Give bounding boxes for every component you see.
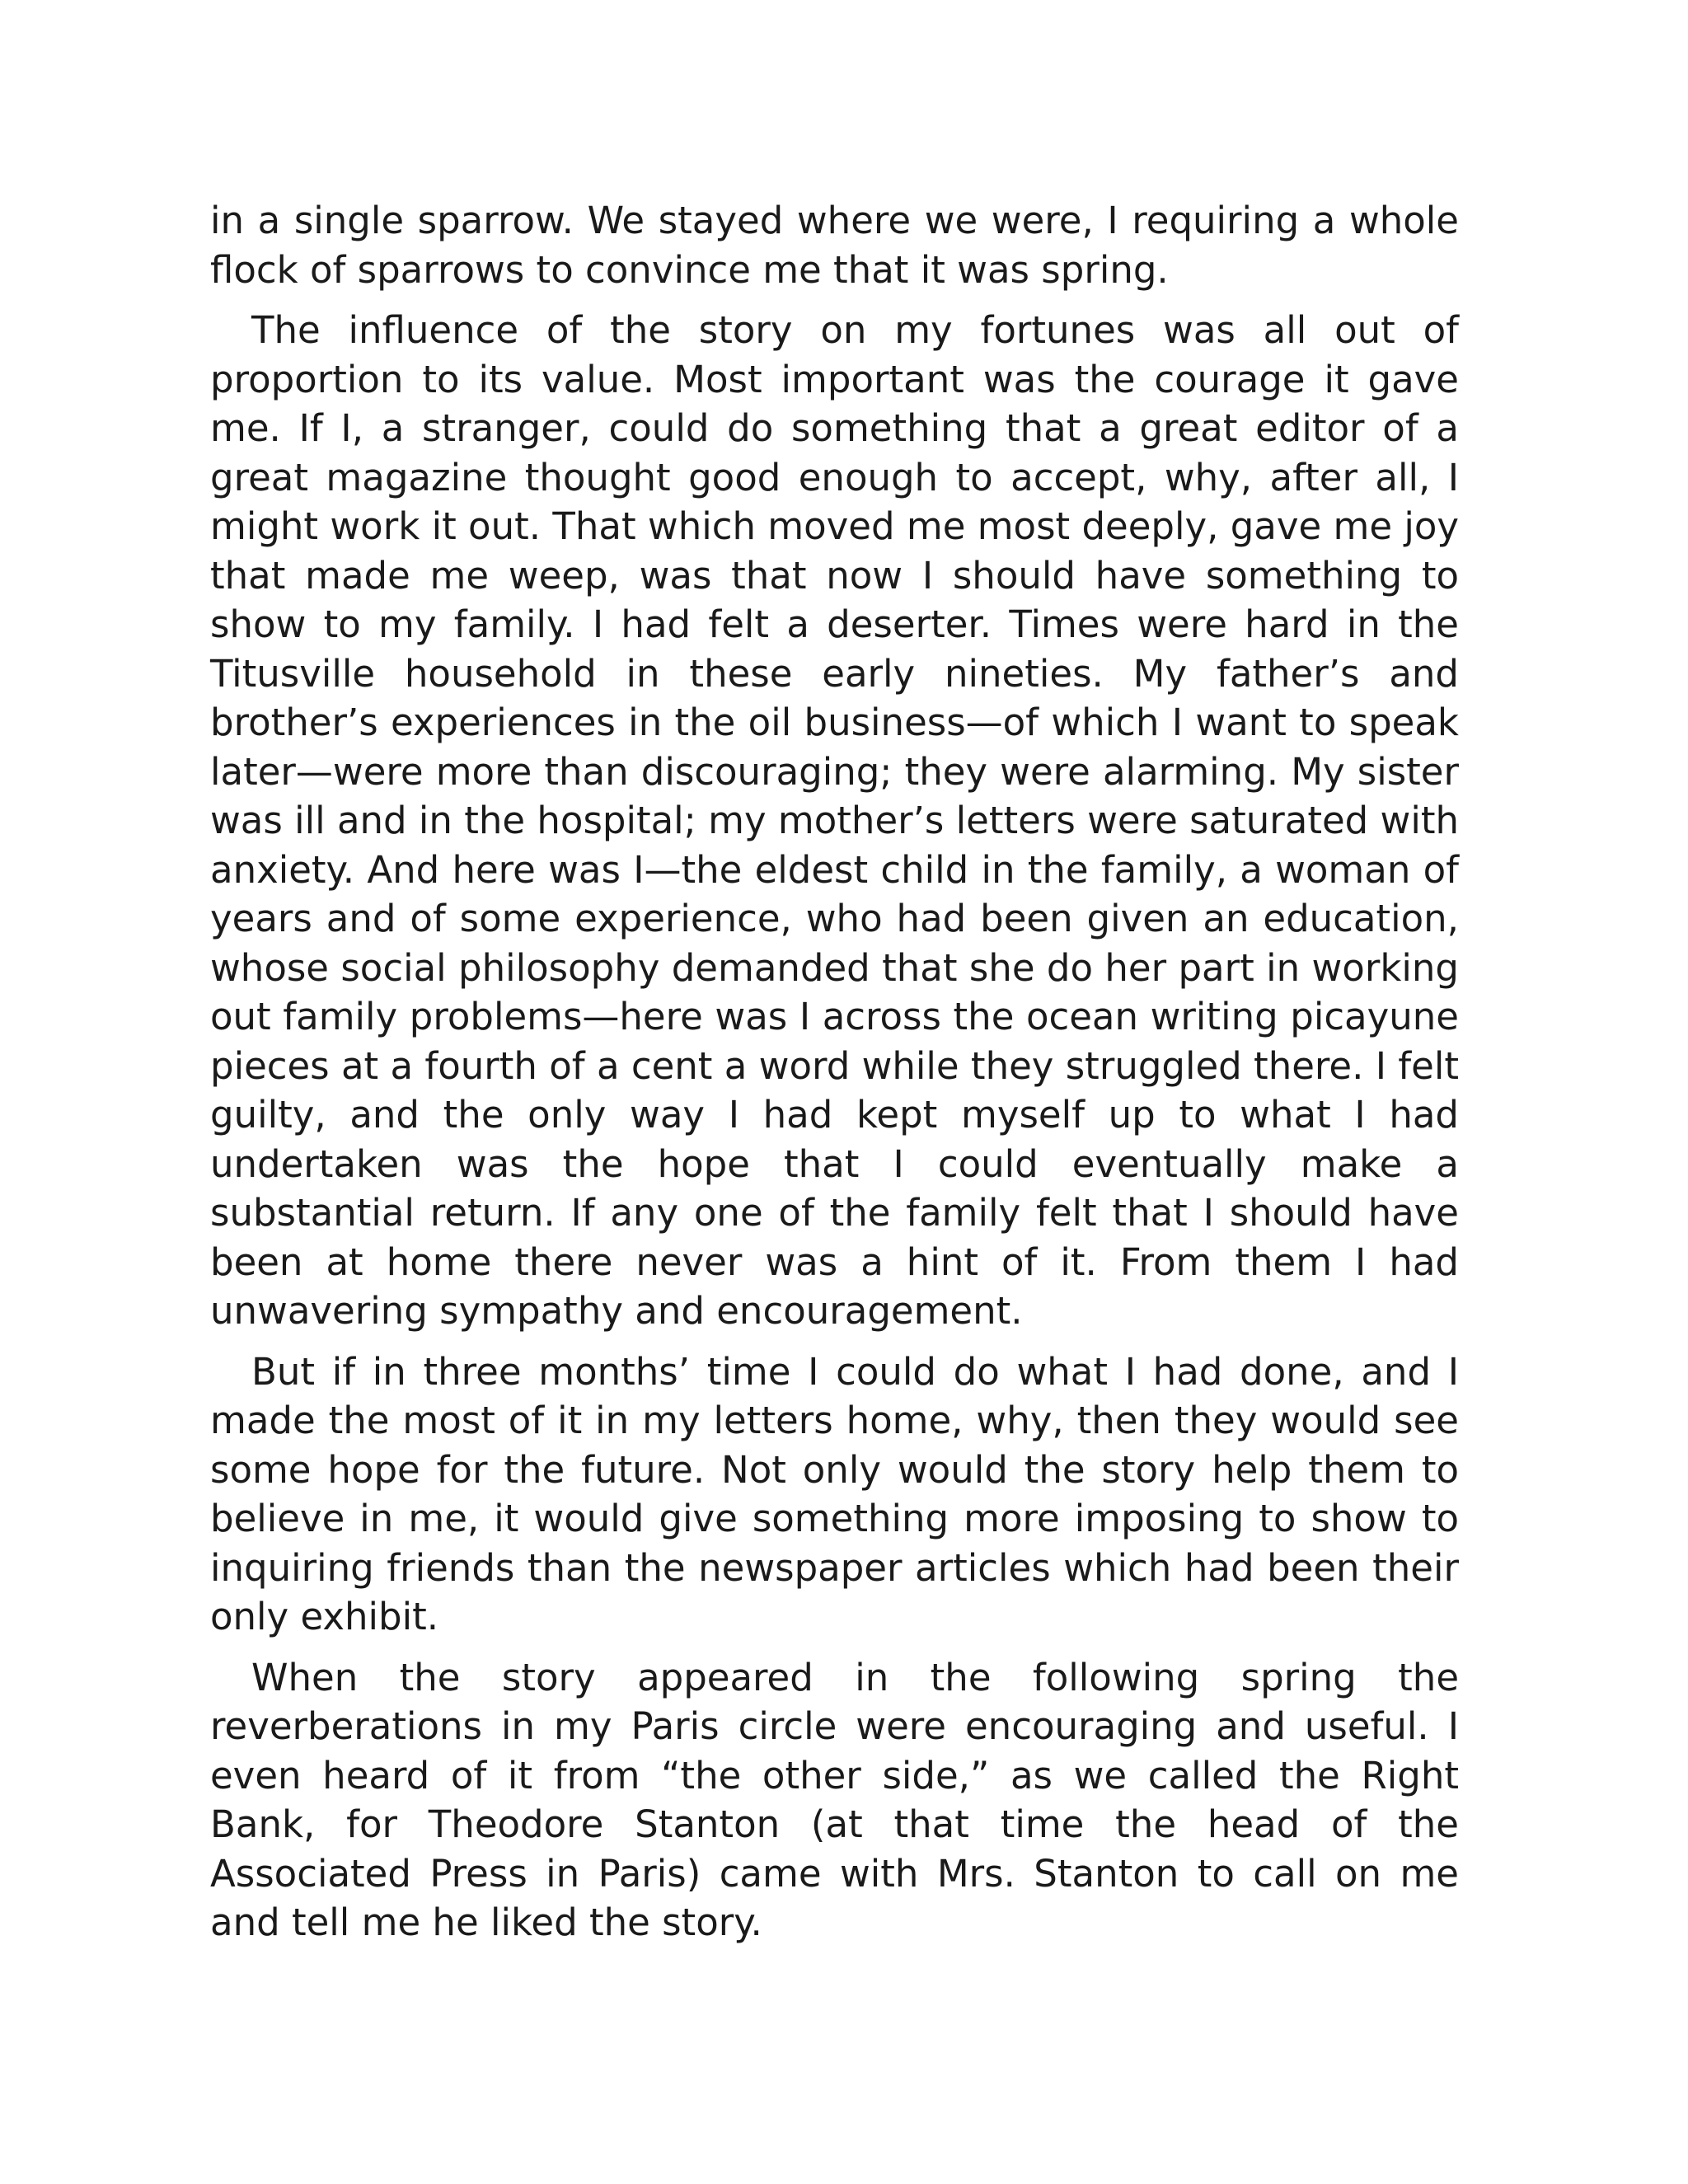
paragraph-2: The influence of the story on my fortunes was all out of proportion to its value. Most important was the courage it gave me. If I, a stranger, could do something that a great editor of a great magazine thought good enough to accept, why, after all, I might work it out. That which moved me most deeply, gave me joy that made me weep, was that now I should have something to show to my family. I had felt a deserter. Times were hard in the Titusville household in these early nineties. My father’s and brother’s experiences in the oil business—of which I want to speak later—were more than discouraging; they were alarming. My sister was ill and in the hospital; my mother’s letters were saturated with anxiety. And here was I—the eldest child in the family, a woman of years and of some experience, who had been given an education, whose social philosophy demanded that she do her part in working out family problems—here was I across the ocean writing picayune pieces at a fourth of a cent a word while they struggled there. I felt guilty, and the only way I had kept myself up to what I had undertaken was the hope that I could eventually make a substantial return. If any one of the family felt that I should have been at home there never was a hint of it. From them I had unwavering sympathy and encouragement. — [210, 308, 1460, 1333]
paragraph-3: But if in three months’ time I could do what I had done, and I made the most of it in my letters home, why, then they would see some hope for the future. Not only would the story help them to believe in me, it would give something more imposing to show to inquiring friends than the newspaper articles which had been their only exhibit. — [210, 1349, 1459, 1638]
body-text — [210, 196, 1459, 1959]
paragraph-4: When the story appeared in the following spring the reverberations in my Paris circle were encouraging and useful. I even heard of it from “the other side,” as we called the Right Bank, for Theodore Stanton (at that time the head of the Associated Press in Paris) came with Mrs. Stanton to call on me and tell me he liked the story. — [210, 1655, 1459, 1944]
paragraph-1: in a single sparrow. We stayed where we were, I requiring a whole flock of sparrows to convince me that it was spring. — [210, 199, 1459, 292]
